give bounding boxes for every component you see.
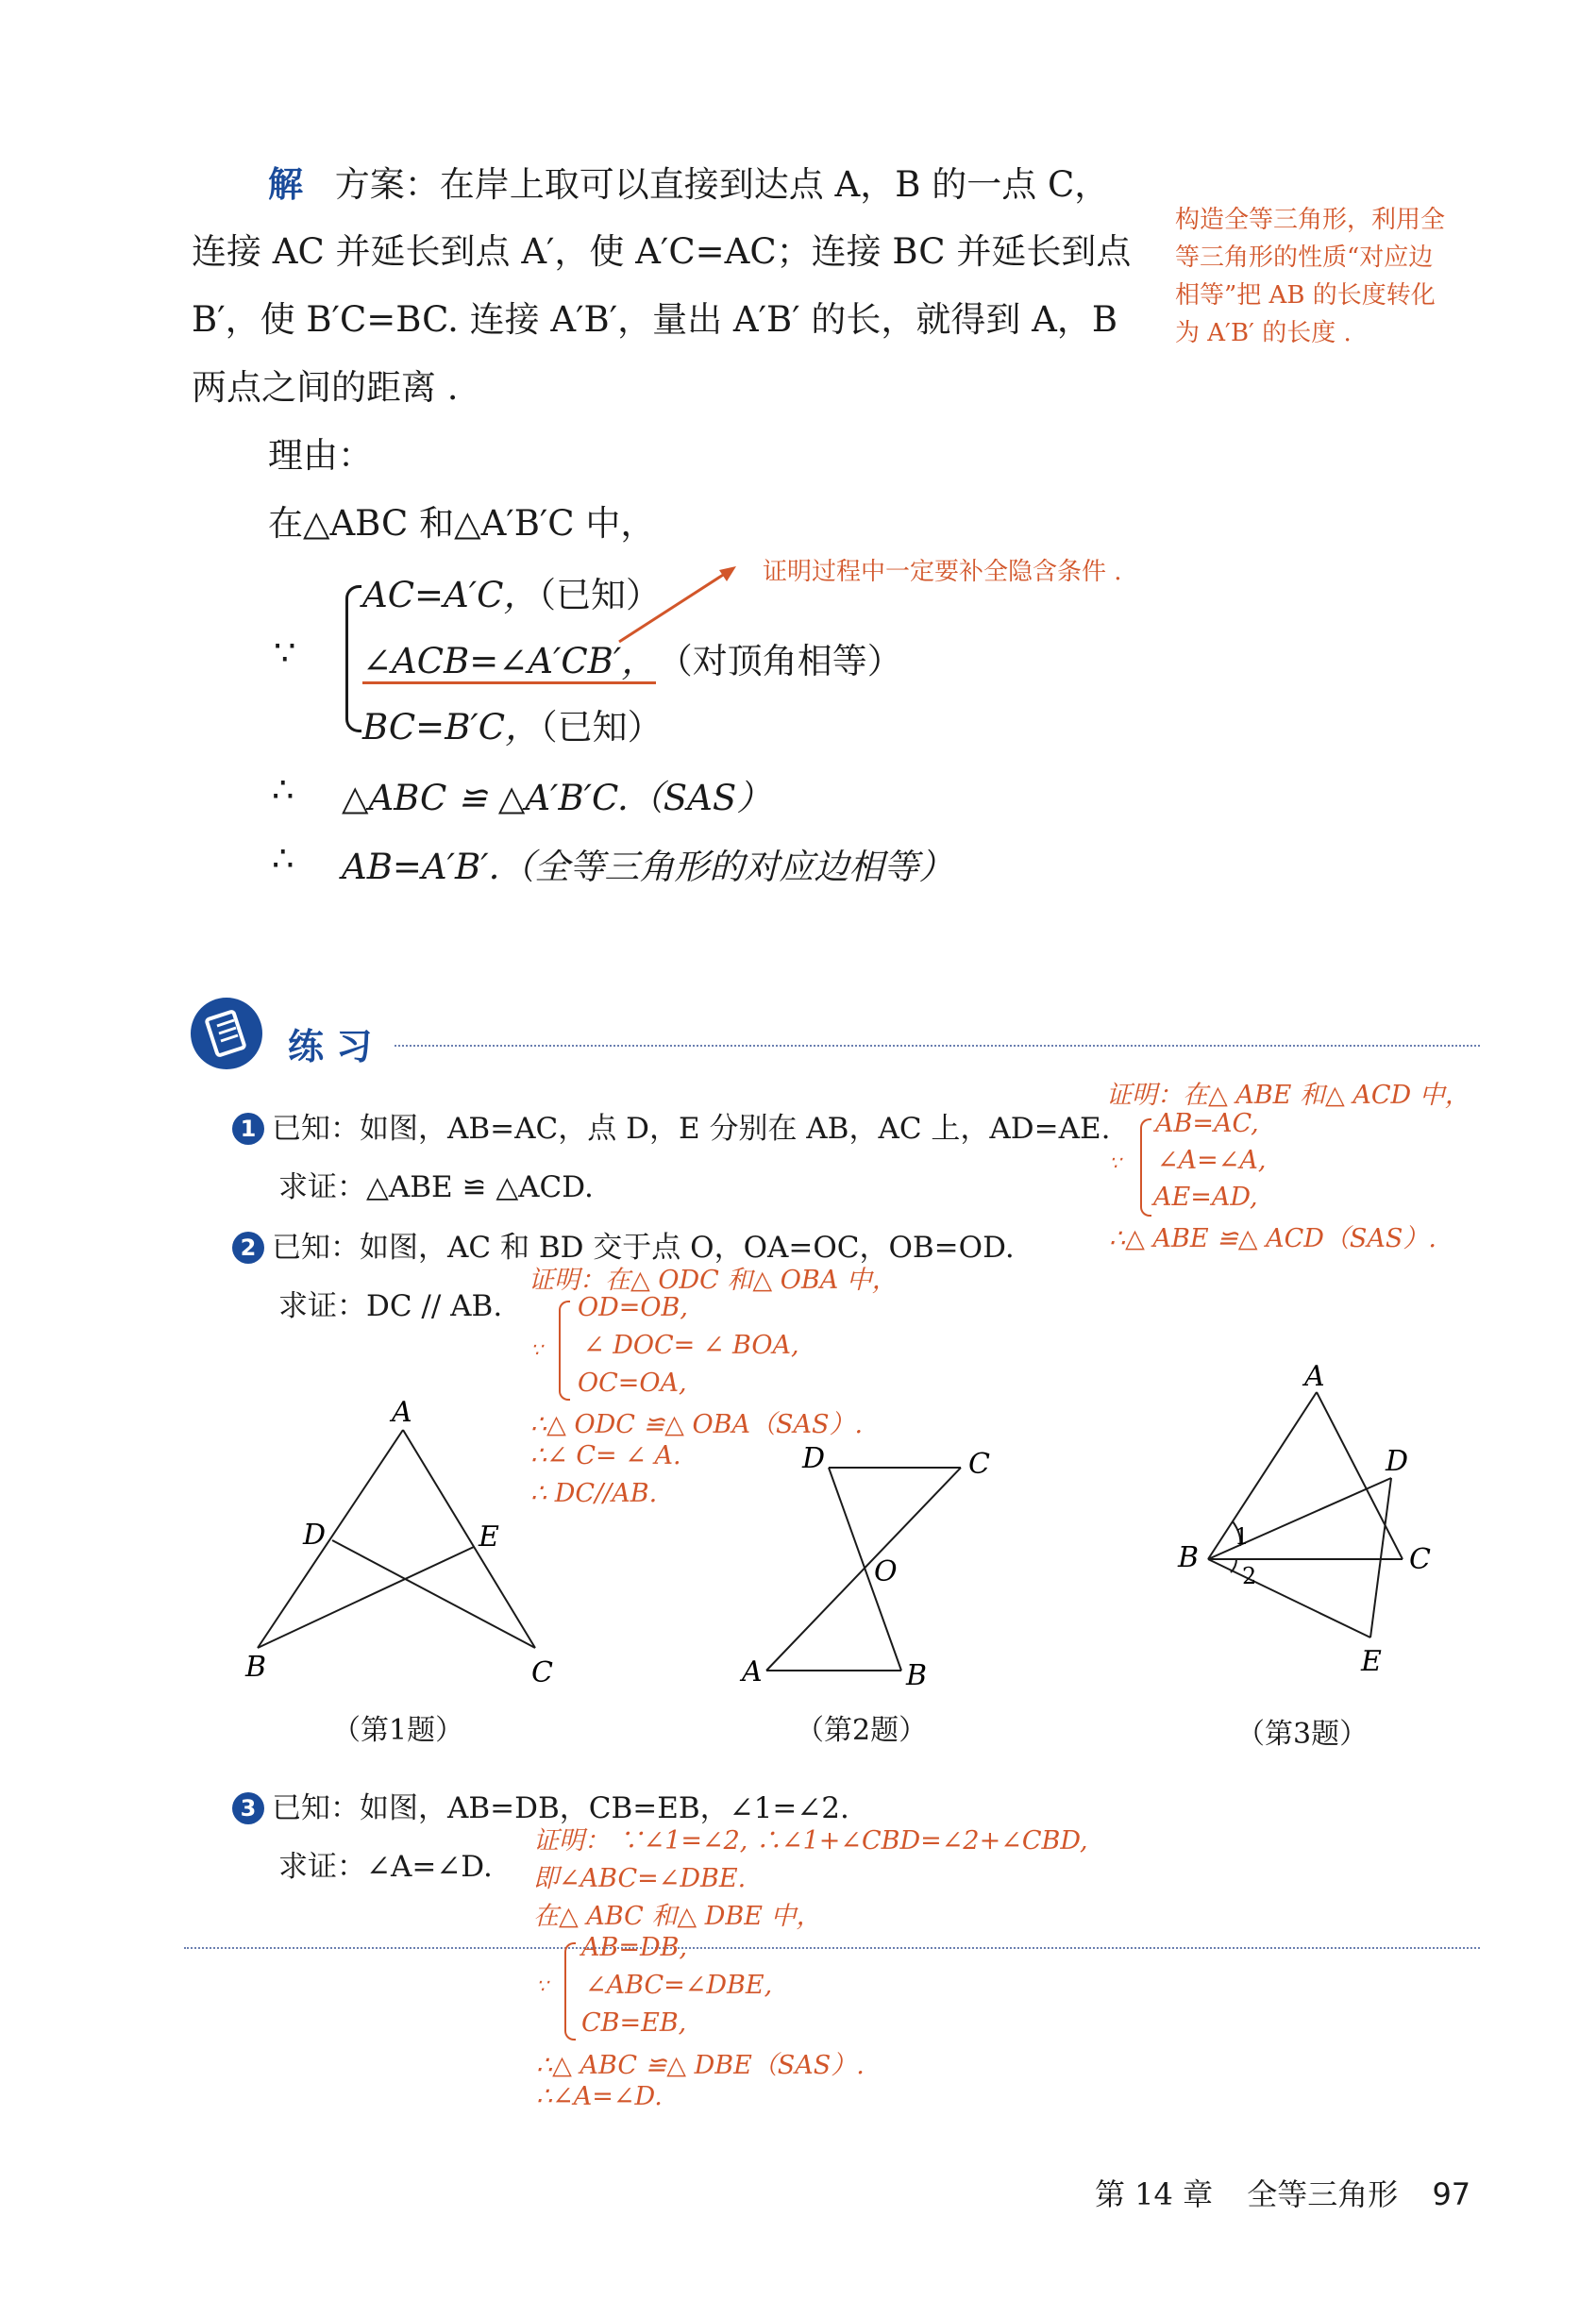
figure-3	[1170, 1359, 1435, 1689]
p2-line-3: OC=OA,	[578, 1369, 687, 1398]
fig1-label-d: D	[303, 1519, 327, 1552]
problem-3-number: 3	[232, 1792, 264, 1824]
therefore-2: ∴	[272, 838, 294, 879]
fig3-label-2: 2	[1242, 1563, 1257, 1589]
solution-line-1: 解 方案：在岸上取可以直接到达点 A，B 的一点 C，	[268, 163, 1110, 205]
margin-note: 构造全等三角形，利用全 等三角形的性质“对应边 相等”把 AB 的长度转化 为 A′B′ 的长度 .	[1175, 206, 1446, 347]
figure-1-caption: （第1题）	[332, 1714, 464, 1747]
conclusion-2: AB=A′B′.（全等三角形的对应边相等）	[342, 847, 954, 887]
footer-title: 全等三角形	[1247, 2176, 1399, 2212]
fig1-segment-ab	[258, 1430, 403, 1648]
condition-1: AC=A′C，（已知）	[362, 575, 661, 615]
p2-because: ∵	[530, 1338, 543, 1361]
solution-line-3: B′，使 B′C=BC. 连接 A′B′，量出 A′B′ 的长，就得到 A，B	[192, 299, 1118, 340]
p2-proof-intro: 证明：在△ ODC 和△ OBA 中，	[529, 1266, 898, 1295]
p3-line-3: CB=EB,	[581, 2008, 687, 2038]
p2-result-2: ∴∠ C= ∠ A.	[530, 1441, 681, 1470]
solution-line-4: 两点之间的距离 .	[192, 367, 459, 408]
practice-divider	[395, 1045, 1480, 1047]
condition-2: ∠ACB=∠A′CB′， （对顶角相等）	[362, 632, 902, 683]
problem-1-given: 1 已知：如图，AB=AC，点 D，E 分别在 AB，AC 上，AD=AE.	[232, 1104, 1111, 1147]
fig3-label-1: 1	[1235, 1523, 1250, 1550]
fig2-label-a: A	[742, 1655, 763, 1688]
fig1-label-b: B	[245, 1651, 267, 1684]
fig3-label-e: E	[1361, 1645, 1382, 1678]
p3-intro-1: 证明： ∵∠1=∠2, ∴∠1+∠CBD=∠2+∠CBD,	[533, 1826, 1088, 1856]
fig1-label-c: C	[531, 1656, 553, 1689]
reason-label: 理由：	[268, 435, 373, 476]
fig2-label-d: D	[802, 1442, 826, 1475]
p1-because: ∵	[1109, 1151, 1121, 1174]
p1-proof-intro: 证明：在△ ABE 和△ ACD 中，	[1106, 1081, 1470, 1110]
p3-line-2: ∠ABC=∠DBE,	[585, 1971, 773, 2000]
p3-brace	[564, 1942, 576, 2041]
arrow-annotation	[613, 557, 746, 651]
p2-brace	[559, 1301, 570, 1401]
practice-title: 练 习	[288, 1026, 373, 1067]
conclusion-1: △ABC ≌ △A′B′C.（SAS）	[342, 778, 772, 818]
p1-line-2: ∠A=∠A,	[1157, 1146, 1267, 1175]
fig2-segment-ac	[766, 1468, 961, 1671]
p1-brace	[1140, 1118, 1151, 1217]
problem-3-given: 3 已知：如图，AB=DB，CB=EB，∠1=∠2.	[232, 1784, 849, 1826]
fig3-label-d: D	[1386, 1445, 1409, 1478]
practice-icon	[189, 996, 264, 1071]
p3-result-1: ∴△ ABC ≌△ DBE（SAS）.	[536, 2051, 865, 2080]
fig3-label-c: C	[1409, 1543, 1431, 1576]
p2-result-3: ∴ DC//AB.	[530, 1479, 658, 1508]
fig3-label-b: B	[1178, 1541, 1200, 1574]
solution-head: 解	[268, 163, 303, 205]
p1-result: ∴△ ABE ≌△ ACD（SAS）.	[1109, 1224, 1437, 1253]
problem-1-prove: 求证：△ABE ≌ △ACD.	[278, 1170, 594, 1204]
therefore-1: ∴	[272, 769, 294, 810]
problem-2-prove: 求证：DC // AB.	[278, 1289, 503, 1323]
page-footer	[1095, 2171, 1470, 2214]
p2-line-2: ∠ DOC= ∠ BOA,	[583, 1331, 799, 1360]
p1-line-1: AB=AC,	[1155, 1109, 1259, 1138]
fig1-segment-cd	[332, 1540, 535, 1648]
condition-3: BC=B′C，（已知）	[362, 707, 663, 747]
solution-line-2: 连接 AC 并延长到点 A′，使 A′C=AC；连接 BC 并延长到点	[192, 231, 1132, 272]
p3-intro-3: 在△ ABC 和△ DBE 中，	[533, 1902, 822, 1931]
p2-result-1: ∴△ ODC ≌△ OBA（SAS）.	[530, 1410, 864, 1439]
fig3-label-a: A	[1304, 1360, 1325, 1393]
figure-3-caption: （第3题）	[1236, 1718, 1369, 1751]
p3-because: ∵	[536, 1974, 548, 1997]
figure-2-caption: （第2题）	[796, 1714, 928, 1747]
p3-line-1: AB=DB,	[581, 1933, 688, 1962]
because-symbol: ∵	[274, 632, 296, 673]
fig1-segment-ac	[403, 1430, 535, 1648]
fig2-label-b: B	[906, 1659, 928, 1692]
in-triangles: 在△ABC 和△A′B′C 中，	[268, 503, 656, 544]
problem-3-prove: 求证：∠A=∠D.	[278, 1850, 493, 1884]
section-divider	[184, 1947, 1480, 1949]
conditions-brace	[345, 585, 361, 732]
footer-page-number: 97	[1432, 2176, 1471, 2212]
p3-result-2: ∴∠A=∠D.	[536, 2082, 663, 2111]
figure-1	[241, 1387, 580, 1689]
footer-chapter: 第 14 章	[1095, 2176, 1214, 2212]
fig2-label-c: C	[968, 1448, 990, 1481]
p2-line-1: OD=OB,	[578, 1293, 688, 1322]
fig3-angle-2-arc	[1231, 1559, 1236, 1572]
problem-2-given: 2 已知：如图，AC 和 BD 交于点 O，OA=OC，OB=OD.	[232, 1223, 1015, 1266]
fig1-label-a: A	[392, 1396, 412, 1429]
figure-2	[736, 1439, 1019, 1713]
problem-2-number: 2	[232, 1232, 264, 1264]
p3-intro-2: 即∠ABC=∠DBE.	[533, 1864, 747, 1893]
arrow-note: 证明过程中一定要补全隐含条件 .	[763, 558, 1122, 586]
p1-line-3: AE=AD,	[1153, 1183, 1258, 1212]
fig1-label-e: E	[479, 1520, 499, 1554]
fig2-label-o: O	[874, 1555, 898, 1588]
problem-1-number: 1	[232, 1113, 264, 1145]
